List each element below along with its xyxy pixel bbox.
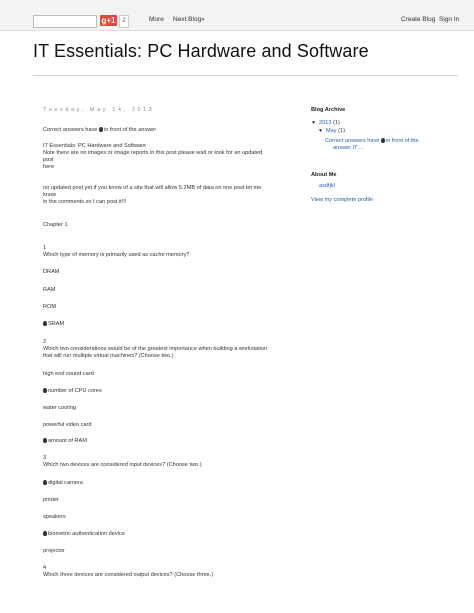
view-profile-link[interactable]: View my complete profile (311, 197, 374, 203)
question-number: 4 (43, 565, 47, 571)
triangle-down-icon[interactable]: ▼ (318, 128, 323, 134)
archive-year-count: (1) (333, 120, 340, 126)
answer-option: printer (43, 497, 59, 503)
blog-title[interactable]: IT Essentials: PC Hardware and Software (33, 41, 369, 61)
create-blog-link[interactable]: Create Blog (401, 16, 436, 23)
question-number: 2 (43, 339, 47, 345)
answer-option-correct (43, 531, 125, 538)
answer-option-correct (43, 480, 83, 487)
apple-icon (43, 480, 47, 485)
answer-option: powerful video card (43, 422, 92, 428)
apple-icon (99, 127, 103, 132)
answer-option-correct (43, 321, 64, 328)
intro-line: here (43, 164, 55, 170)
more-link[interactable]: More (149, 16, 164, 23)
apple-icon (43, 531, 47, 536)
intro-line: Note there are no images or image reports in this post please wait or look for an updated (43, 150, 263, 156)
archive-year-link[interactable] (319, 120, 340, 127)
archive-month-link[interactable] (326, 128, 345, 135)
google-plus-button[interactable]: g+1 (101, 16, 116, 25)
header-divider (33, 75, 458, 76)
apple-icon (43, 321, 47, 326)
google-plus-count: 2 (119, 15, 129, 28)
answer-option: DRAM (43, 269, 60, 275)
question-text: Which type of memory is primarily used as cache memory? (43, 252, 190, 258)
post-date: Tuesday, May 14, 2013 (43, 107, 155, 113)
answer-text: SRAM (48, 321, 65, 327)
answer-option: RAM (43, 287, 56, 293)
intro-line: no updated post yet if you know of a site that will allow 5.2MB of data on one post let me (43, 185, 262, 191)
archive-month-count: (1) (338, 128, 345, 134)
answer-option: speakers (43, 514, 66, 520)
archive-year[interactable]: 2013 (319, 120, 332, 126)
question-number: 1 (43, 245, 47, 251)
sign-in-link[interactable]: Sign In (439, 16, 460, 23)
intro-line: in the comments so I can post it!!! (43, 199, 127, 205)
answer-option: water cooling (43, 405, 76, 411)
intro-line: know (43, 192, 57, 198)
archive-post-link[interactable]: answer IT ... (333, 145, 364, 151)
question-text: Which two devices are considered input devices? (Choose two.) (43, 462, 202, 468)
archive-month[interactable]: May (326, 128, 337, 134)
author-name-link[interactable]: asdfjkl (319, 183, 335, 189)
answer-text: biometric authentication device (48, 531, 125, 537)
answer-text: number of CPU cores (48, 388, 102, 394)
intro-line (43, 127, 156, 134)
answer-option-correct (43, 438, 87, 445)
archive-post-link[interactable] (325, 138, 419, 145)
chapter-heading: Chapter 1 (43, 222, 68, 228)
question-text: Which three devices are considered output devices? (Choose three.) (43, 572, 214, 578)
answer-option: ROM (43, 304, 57, 310)
answer-text: digital camera (48, 480, 83, 486)
apple-icon (43, 438, 47, 443)
answer-text: amount of RAM (48, 438, 87, 444)
apple-icon (43, 388, 47, 393)
answer-option: high end sound card (43, 371, 94, 377)
question-number: 3 (43, 455, 47, 461)
archive-post-text[interactable]: Correct answers have (325, 138, 380, 144)
blog-archive-title: Blog Archive (311, 107, 346, 113)
archive-post-text[interactable]: in front of the (385, 138, 419, 144)
next-blog-link[interactable]: Next Blog» (173, 16, 205, 23)
triangle-down-icon[interactable]: ▼ (311, 120, 316, 126)
answer-option-correct (43, 388, 102, 395)
apple-icon (381, 138, 385, 143)
search-input[interactable] (33, 15, 97, 28)
question-text: Which two considerations would be of the greatest importance when building a workstation (43, 346, 268, 352)
answer-option: projector (43, 548, 65, 554)
intro-text: in front of the answer (103, 127, 157, 133)
intro-text: Correct answers have (43, 127, 98, 133)
intro-line: IT Essentials: PC Hardware and Software (43, 143, 147, 149)
question-text: that will run multiple virtual machines? (Choose two.) (43, 353, 174, 359)
intro-line: post (43, 157, 54, 163)
about-me-title: About Me (311, 172, 337, 178)
blogger-navbar (0, 0, 474, 31)
